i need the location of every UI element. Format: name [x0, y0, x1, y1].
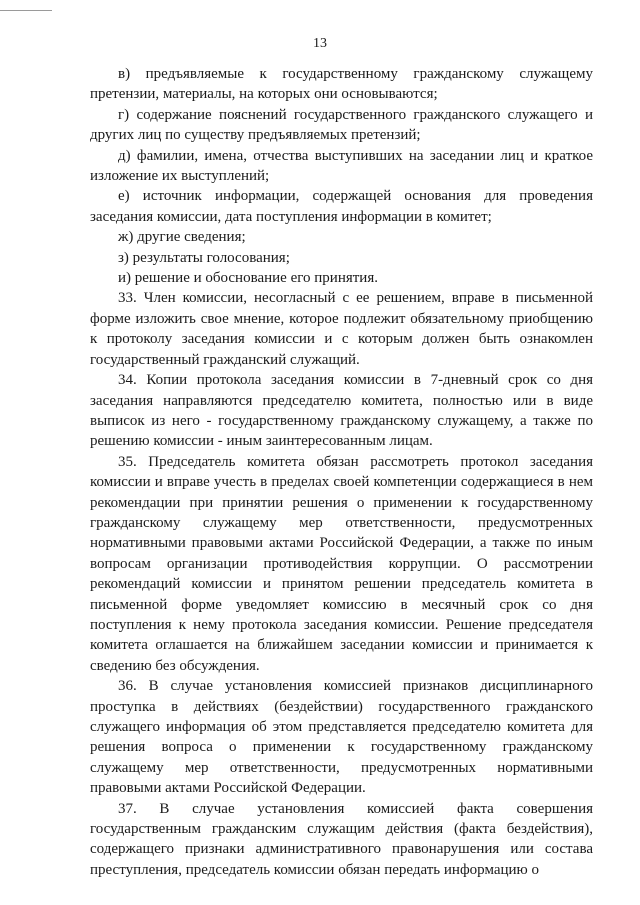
page-number: 13: [313, 36, 327, 51]
paragraph-35: 35. Председатель комитета обязан рассмотреть протокол заседания комиссии и вправе учесть в пределах своей компетенции содержащиеся в нем рекомендации при принятии решения о применении к государственному гражданскому служащему мер ответственности, предусмотренных нормативными правовыми актами Российской Федерации, а также по иным вопросам организации противодействия коррупции. О рассмотрении рекомендаций комиссии и принятом решении председатель комитета в письменной форме уведомляет комиссию в месячный срок со дня поступления к нему протокола заседания комиссии. Решение председателя комитета оглашается на ближайшем заседании комиссии и принимается к сведению без обсуждения.: [90, 453, 593, 674]
paragraph-item-v: в) предъявляемые к государственному гражданскому служащему претензии, материалы, на которых они основываются;: [90, 66, 593, 103]
paragraph-item-g: г) содержание пояснений государственного гражданского служащего и других лиц по существу предъявляемых претензий;: [90, 106, 593, 144]
scan-edge-mark: [0, 10, 52, 11]
paragraph-item-e: е) источник информации, содержащей основания для проведения заседания комиссии, дата поступления информации в комитет;: [90, 188, 593, 225]
paragraph-33: 33. Член комиссии, несогласный с ее решением, вправе в письменной форме изложить свое мнение, которое подлежит обязательному приобщению к протоколу заседания комиссии и с которым должен быть ознакомлен государственный гражданский служащий.: [90, 290, 593, 368]
paragraph-34: 34. Копии протокола заседания комиссии в 7-дневный срок со дня заседания направляются председателю комитета, полностью или в виде выписок из него - государственному гражданскому служащему, а также по решению комиссии - иным заинтересованным лицам.: [90, 372, 593, 450]
paragraph-36: 36. В случае установления комиссией признаков дисциплинарного проступка в действиях (бездействии) государственного гражданского служащего информация об этом представляется председателю комитета для решения вопроса о применении к государственному гражданскому служащему мер ответственности, предусмотренных нормативными правовыми актами Российской Федерации.: [90, 678, 593, 797]
document-body: [90, 64, 593, 880]
paragraph-item-z: з) результаты голосования;: [118, 249, 290, 266]
paragraph-item-d: д) фамилии, имена, отчества выступивших на заседании лиц и краткое изложение их выступлений;: [90, 147, 593, 185]
paragraph-37: 37. В случае установления комиссией факта совершения государственным гражданским служащим действия (факта бездействия), содержащего признаки административного правонарушения или состава преступления, председатель комиссии обязан передать информацию о: [90, 800, 593, 878]
paragraph-item-zh: ж) другие сведения;: [118, 229, 246, 246]
paragraph-item-i: и) решение и обоснование его принятия.: [118, 270, 378, 287]
